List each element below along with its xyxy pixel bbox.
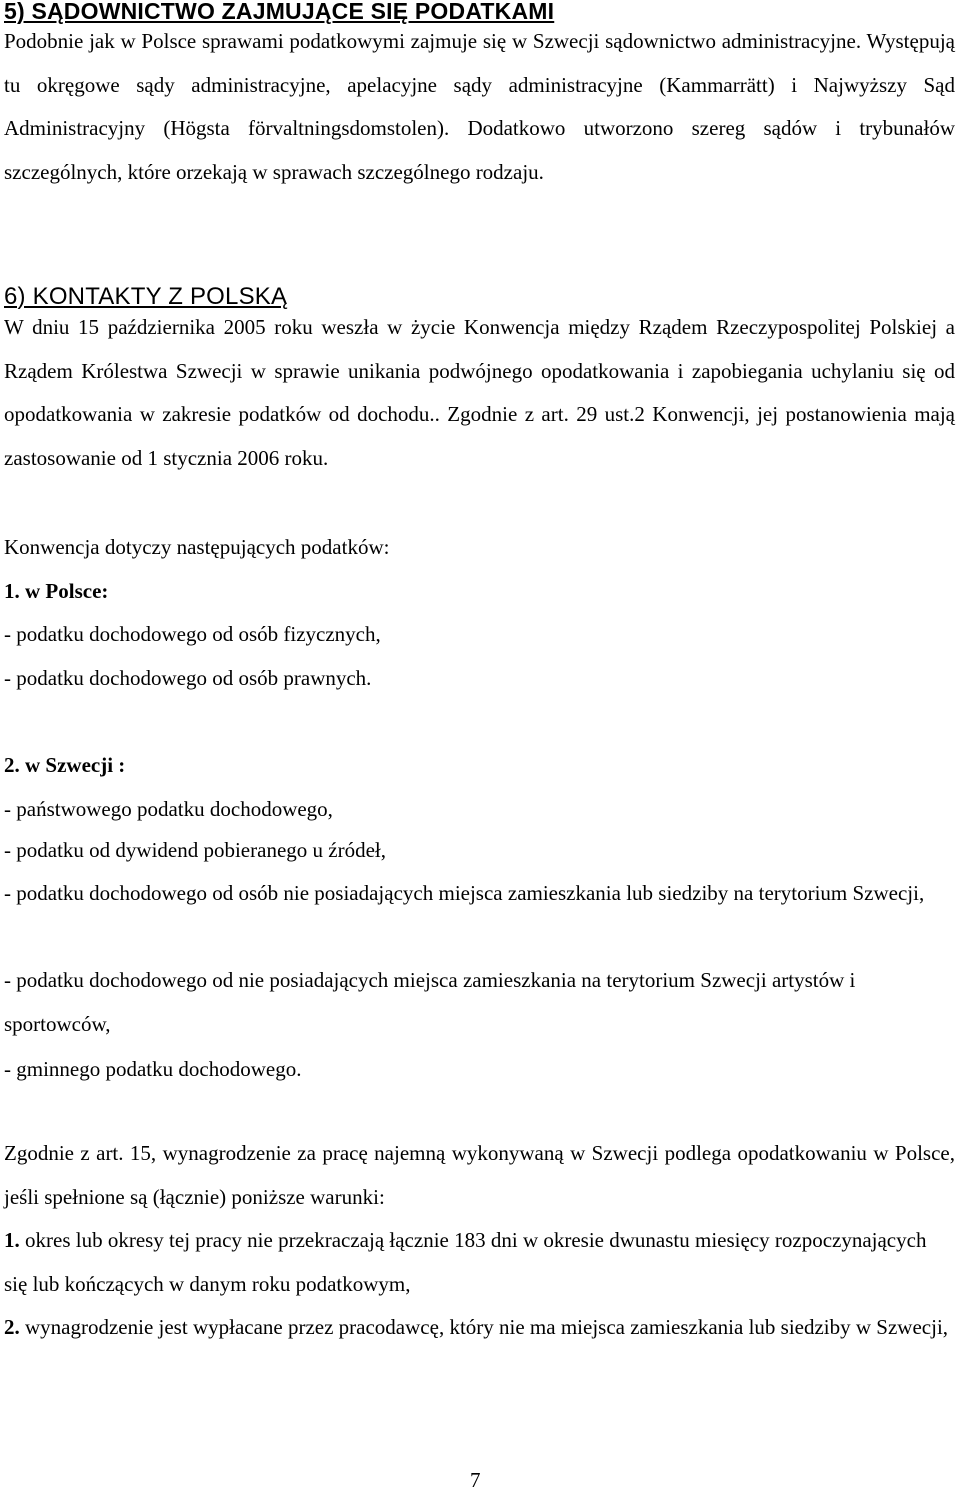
condition-item (4, 1306, 955, 1350)
page-number: 7 (470, 1468, 481, 1492)
sweden-tax-item: - podatku dochodowego od osób nie posiadających miejsca zamieszkania lub siedziby na terytorium Szwecji, (4, 881, 925, 905)
condition-number: 2. (4, 1315, 20, 1339)
condition-text: okres lub okresy tej pracy nie przekraczają łącznie 183 dni w okresie dwunastu miesięcy rozpoczynających się lub kończących w danym roku podatkowym, (4, 1228, 927, 1296)
condition-text: wynagrodzenie jest wypłacane przez pracodawcę, który nie ma miejsca zamieszkania lub siedziby w Szwecji, (19, 1315, 949, 1339)
section-6-heading: 6) KONTAKTY Z POLSKĄ (4, 283, 288, 310)
condition-number: 1. (4, 1228, 20, 1252)
sweden-label: 2. w Szwecji : (4, 753, 126, 777)
sweden-tax-item: - państwowego podatku dochodowego, (4, 797, 333, 821)
condition-item (4, 1219, 955, 1306)
sweden-tax-item: - gminnego podatku dochodowego. (4, 1057, 302, 1081)
section-5-heading: 5) SĄDOWNICTWO ZAJMUJĄCE SIĘ PODATKAMI (4, 0, 555, 24)
section-5-paragraph: Podobnie jak w Polsce sprawami podatkowymi zajmuje się w Szwecji sądownictwo administracyjne. Występują tu okręgowe sądy administracyjne, apelacyjne sądy administracyjne (Kammarrätt) i Najwyższy Sąd Administracyjny (Högsta förvaltningsdomstolen). Dodatkowo utworzono szereg sądów i trybunałów szczególnych, które orzekają w sprawach szczególnego rodzaju. (4, 29, 955, 184)
poland-tax-item: - podatku dochodowego od osób fizycznych, (4, 622, 381, 646)
taxes-intro: Konwencja dotyczy następujących podatków: (4, 535, 390, 559)
article-15-paragraph: Zgodnie z art. 15, wynagrodzenie za pracę najemną wykonywaną w Szwecji podlega opodatkowaniu w Polsce, jeśli spełnione są (łącznie) poniższe warunki: (4, 1141, 955, 1209)
section-6-paragraph: W dniu 15 października 2005 roku weszła w życie Konwencja między Rządem Rzeczypospolitej Polskiej a Rządem Królestwa Szwecji w sprawie unikania podwójnego opodatkowania i zapobiegania uchylaniu się od opodatkowania w zakresie podatków od dochodu.. Zgodnie z art. 29 ust.2 Konwencji, jej postanowienia mają zastosowanie od 1 stycznia 2006 roku. (4, 315, 955, 470)
sweden-tax-item: - podatku od dywidend pobieranego u źródeł, (4, 838, 386, 862)
sweden-tax-item: - podatku dochodowego od nie posiadających miejsca zamieszkania na terytorium Szwecji artystów i sportowców, (4, 968, 856, 1036)
poland-tax-item: - podatku dochodowego od osób prawnych. (4, 666, 372, 690)
poland-label: 1. w Polsce: (4, 579, 109, 603)
